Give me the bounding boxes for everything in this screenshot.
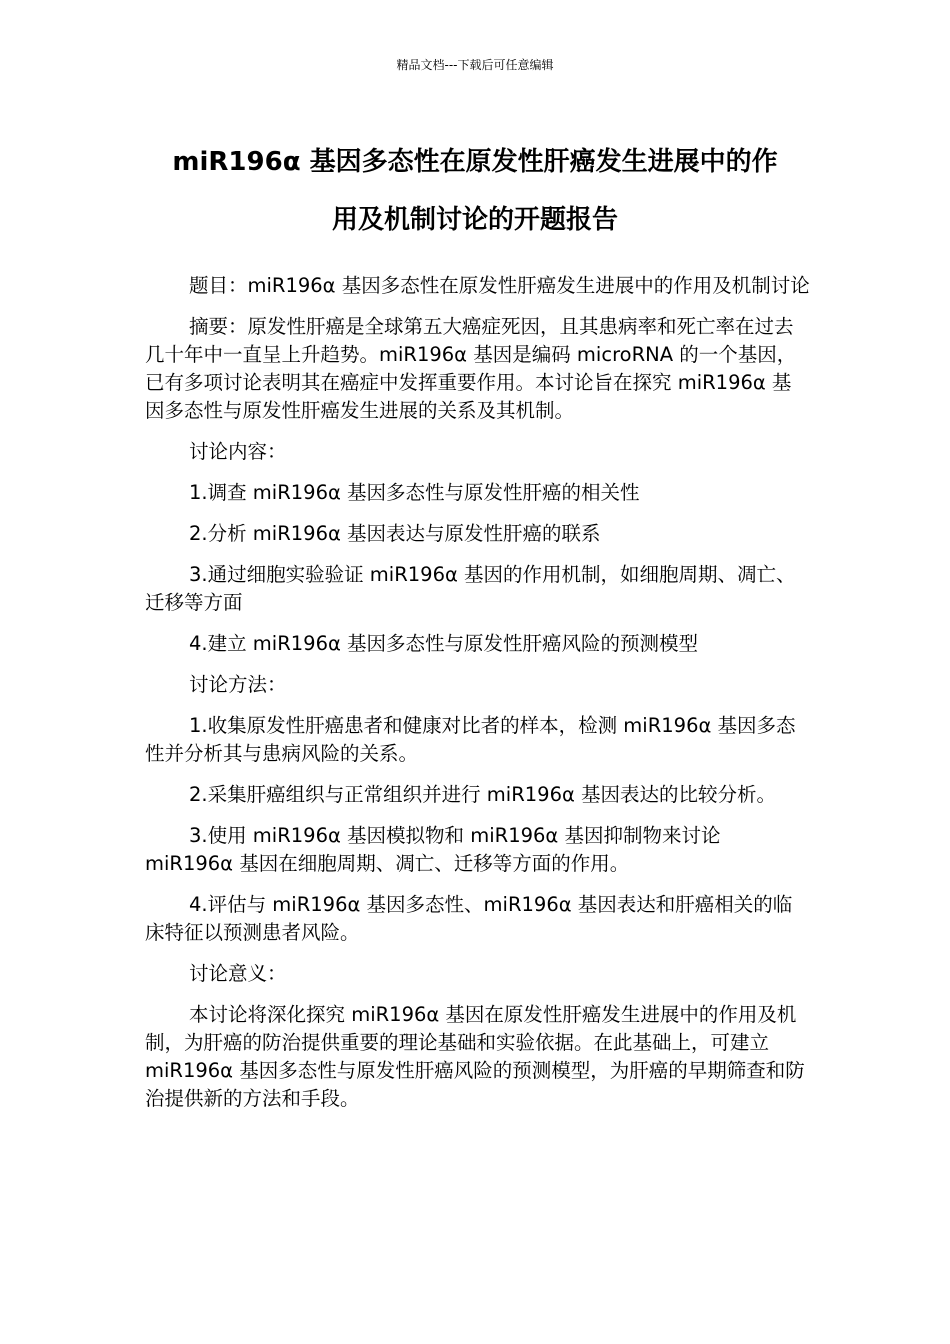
- list-item: 3.通过细胞实验验证 miR196α 基因的作用机制，如细胞周期、凋亡、迁移等方面: [145, 563, 796, 614]
- paragraph-significance: 本讨论将深化探究 miR196α 基因在原发性肝癌发生进展中的作用及机制，为肝癌的防治提供重要的理论基础和实验依据。在此基础上，可建立 miR196α 基因多态性与原发性肝癌风险的预测模型，为肝癌的早期筛查和防治提供新的方法和手段。: [145, 1003, 805, 1110]
- title-line-1: miR196α 基因多态性在原发性肝癌发生进展中的作: [172, 147, 778, 177]
- list-item: 1.调查 miR196α 基因多态性与原发性肝癌的相关性: [189, 481, 640, 504]
- list-item: 2.分析 miR196α 基因表达与原发性肝癌的联系: [189, 522, 601, 545]
- section-heading-content: 讨论内容：: [189, 440, 287, 463]
- section-heading-methods: 讨论方法：: [189, 673, 287, 696]
- header-note: 精品文档---下载后可任意编辑: [396, 58, 554, 72]
- paragraph-topic: 题目：miR196α 基因多态性在原发性肝癌发生进展中的作用及机制讨论: [189, 274, 810, 297]
- list-item: 3.使用 miR196α 基因模拟物和 miR196α 基因抑制物来讨论 miR196α 基因在细胞周期、凋亡、迁移等方面的作用。: [145, 824, 721, 875]
- document-title: [120, 133, 830, 249]
- document-body: [145, 272, 810, 1126]
- list-item: 1.收集原发性肝癌患者和健康对比者的样本，检测 miR196α 基因多态性并分析其与患病风险的关系。: [145, 714, 796, 765]
- list-item: 4.建立 miR196α 基因多态性与原发性肝癌风险的预测模型: [189, 632, 699, 655]
- section-heading-significance: 讨论意义：: [189, 962, 287, 985]
- list-item: 4.评估与 miR196α 基因多态性、miR196α 基因表达和肝癌相关的临床特征以预测患者风险。: [145, 893, 793, 944]
- title-line-2: 用及机制讨论的开题报告: [331, 205, 618, 235]
- paragraph-abstract: 摘要：原发性肝癌是全球第五大癌症死因，且其患病率和死亡率在过去几十年中一直呈上升趋势。miR196α 基因是编码 microRNA 的一个基因，已有多项讨论表明其在癌症中发挥重要作用。本讨论旨在探究 miR196α 基因多态性与原发性肝癌发生进展的关系及其机制。: [145, 315, 797, 422]
- list-item: 2.采集肝癌组织与正常组织并进行 miR196α 基因表达的比较分析。: [189, 783, 777, 806]
